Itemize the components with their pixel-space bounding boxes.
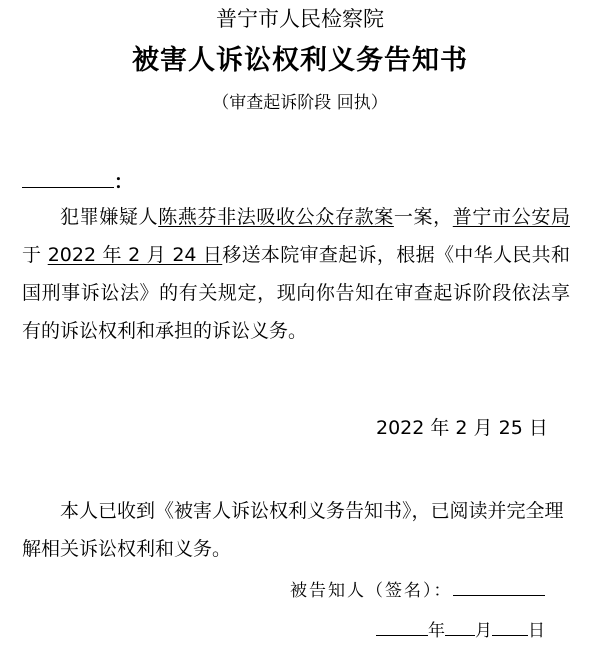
addressee-colon: ： bbox=[114, 171, 134, 193]
issue-date: 2022 年 2 月 25 日 bbox=[376, 417, 548, 439]
sign-date-line bbox=[376, 617, 545, 645]
document-subtitle: （审查起诉阶段 回执） bbox=[212, 93, 388, 113]
notice-text-3: 于 bbox=[22, 244, 48, 266]
day-label: 日 bbox=[528, 621, 545, 641]
notice-paragraph bbox=[22, 198, 570, 350]
transfer-date: 2022 年 2 月 24 日 bbox=[47, 244, 223, 266]
notice-text-4: 移送本院审查起诉，根据《中华人民共和国刑事诉讼法》的有关规定，现向你告知在审查起诉阶段依法享有的诉讼权利和承担的诉讼义务。 bbox=[22, 244, 570, 342]
year-blank bbox=[376, 617, 428, 636]
organization-name: 普宁市人民检察院 bbox=[216, 7, 384, 31]
day-blank bbox=[492, 617, 528, 636]
signature-label: 被告知人（签名）： bbox=[290, 581, 453, 601]
month-label: 月 bbox=[475, 621, 492, 641]
notice-text-1: 犯罪嫌疑人 bbox=[60, 206, 159, 228]
police-agency: 普宁市公安局 bbox=[452, 206, 570, 228]
receipt-paragraph: 本人已收到《被害人诉讼权利义务告知书》，已阅读并完全理解相关诉讼权利和义务。 bbox=[22, 500, 564, 560]
month-blank bbox=[445, 617, 475, 636]
addressee-blank bbox=[22, 168, 114, 188]
notice-text-2: 一案， bbox=[393, 206, 453, 228]
year-label: 年 bbox=[428, 621, 445, 641]
addressee-line bbox=[22, 168, 133, 194]
document-title: 被害人诉讼权利义务告知书 bbox=[132, 45, 468, 76]
signature-line bbox=[290, 577, 545, 605]
case-name: 陈燕芬非法吸收公众存款案 bbox=[158, 206, 394, 228]
signature-blank bbox=[453, 577, 545, 596]
